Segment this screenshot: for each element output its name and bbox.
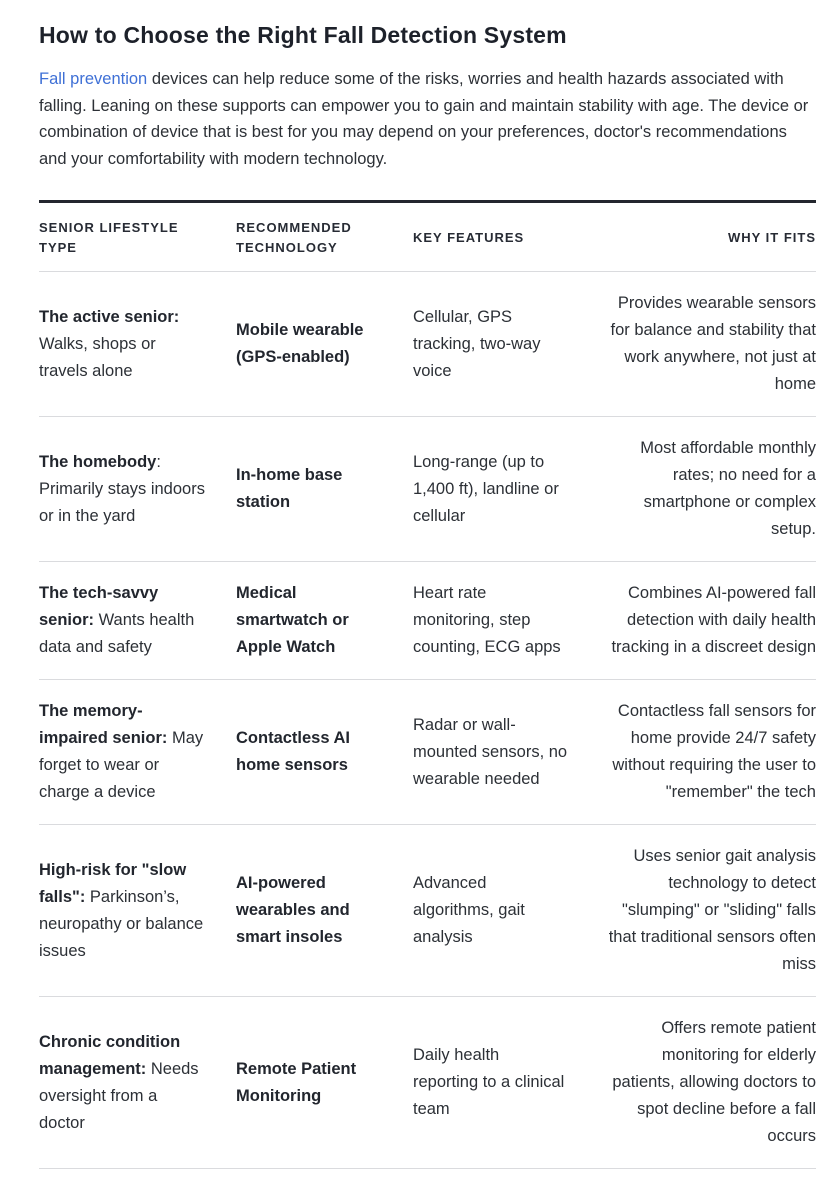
page-title: How to Choose the Right Fall Detection System — [39, 22, 567, 48]
lifestyle-label: The tech-savvy senior: — [39, 584, 159, 629]
technology-cell — [236, 825, 413, 997]
intro-paragraph — [39, 66, 816, 172]
lifestyle-description: Walks, shops or travels alone — [39, 334, 156, 380]
features-cell — [413, 417, 600, 562]
lifestyle-cell — [39, 562, 236, 680]
technology-cell — [236, 417, 413, 562]
why-cell — [600, 997, 816, 1169]
why-cell — [600, 825, 816, 997]
column-header-why: WHY IT FITS — [600, 202, 816, 272]
why-text: Most affordable monthly rates; no need for a smartphone or complex setup. — [640, 439, 816, 538]
lifestyle-cell — [39, 272, 236, 417]
features-cell — [413, 825, 600, 997]
lifestyle-label: High-risk for "slow falls": — [39, 860, 187, 906]
features-text: Daily health reporting to a clinical team — [413, 1046, 565, 1118]
features-text: Radar or wall-mounted sensors, no wearable needed — [413, 715, 568, 788]
column-header-technology: RECOMMENDED TECHNOLOGY — [236, 202, 413, 272]
technology-name: Contactless AI home sensors — [236, 729, 351, 774]
why-text: Contactless fall sensors for home provide 24/7 safety without requiring the user to "remember" the tech — [612, 702, 816, 801]
lifestyle-label: Chronic condition management: — [39, 1032, 181, 1078]
features-cell — [413, 680, 600, 825]
features-text: Long-range (up to 1,400 ft), landline or cellular — [413, 452, 559, 525]
table-row — [39, 825, 816, 997]
lifestyle-description: Needs oversight from a doctor — [39, 1059, 199, 1132]
why-cell — [600, 272, 816, 417]
features-cell — [413, 272, 600, 417]
why-text: Offers remote patient monitoring for elderly patients, allowing doctors to spot decline before a fall occurs — [612, 1019, 816, 1145]
features-text: Cellular, GPS tracking, two-way voice — [413, 307, 541, 380]
technology-cell — [236, 562, 413, 680]
table-row — [39, 272, 816, 417]
lifestyle-label: The homebody — [39, 452, 157, 471]
column-header-lifestyle: SENIOR LIFESTYLE TYPE — [39, 202, 236, 272]
lifestyle-description: Parkinson’s, neuropathy or balance issues — [39, 887, 204, 960]
why-text: Provides wearable sensors for balance and stability that work anywhere, not just at home — [610, 294, 816, 393]
technology-cell — [236, 272, 413, 417]
technology-cell — [236, 680, 413, 825]
table-row — [39, 562, 816, 680]
table-row — [39, 417, 816, 562]
features-cell — [413, 997, 600, 1169]
lifestyle-cell — [39, 997, 236, 1169]
table-row — [39, 680, 816, 825]
table-header-row — [39, 202, 816, 272]
table-row — [39, 997, 816, 1169]
technology-name: Medical smartwatch or Apple Watch — [236, 584, 349, 656]
comparison-table — [39, 200, 816, 1169]
lifestyle-description: May forget to wear or charge a device — [39, 729, 204, 801]
column-header-features: KEY FEATURES — [413, 202, 600, 272]
lifestyle-cell — [39, 417, 236, 562]
technology-name: Mobile wearable (GPS-enabled) — [236, 321, 364, 366]
why-cell — [600, 417, 816, 562]
fall-prevention-link[interactable]: Fall prevention — [39, 70, 148, 88]
lifestyle-label: The active senior: — [39, 307, 180, 326]
features-cell — [413, 562, 600, 680]
lifestyle-label: The memory-impaired senior: — [39, 702, 168, 747]
intro-text: devices can help reduce some of the risks, worries and health hazards associated with falling. Leaning on these supports can empower you to gain and maintain stability with age. The device or combination of device that is best for you may depend on your preferences, doctor's recommendations and your comfortability with modern technology. — [39, 70, 809, 168]
lifestyle-description: Wants health data and safety — [39, 611, 195, 656]
lifestyle-description: : Primarily stays indoors or in the yard — [39, 452, 205, 525]
technology-name: In-home base station — [236, 466, 343, 511]
technology-cell — [236, 997, 413, 1169]
why-cell — [600, 562, 816, 680]
why-cell — [600, 680, 816, 825]
technology-name: AI-powered wearables and smart insoles — [236, 874, 350, 946]
why-text: Combines AI-powered fall detection with daily health tracking in a discreet design — [611, 584, 816, 656]
technology-name: Remote Patient Monitoring — [236, 1059, 357, 1105]
features-text: Heart rate monitoring, step counting, ECG apps — [413, 584, 561, 656]
lifestyle-cell — [39, 680, 236, 825]
features-text: Advanced algorithms, gait analysis — [413, 874, 525, 946]
why-text: Uses senior gait analysis technology to detect "slumping" or "sliding" falls that traditional sensors often miss — [608, 847, 816, 973]
lifestyle-cell — [39, 825, 236, 997]
